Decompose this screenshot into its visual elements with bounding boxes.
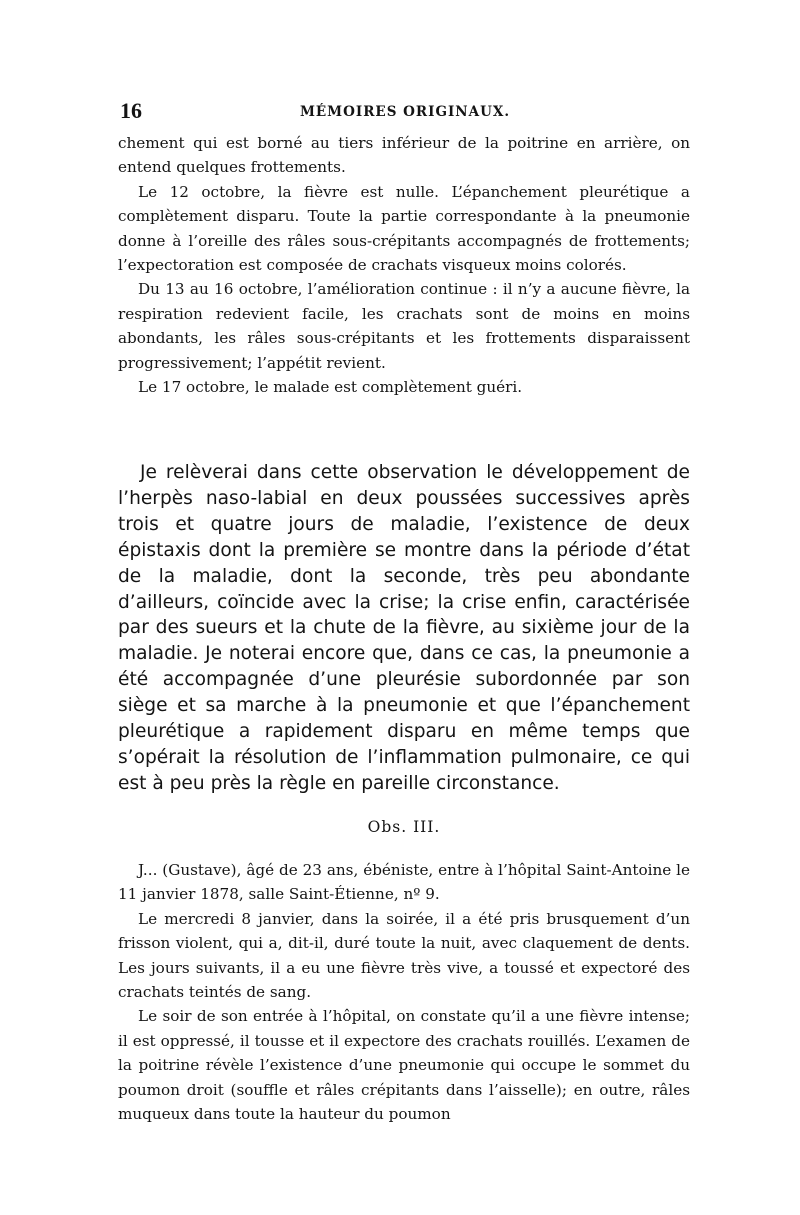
paragraph: Le mercredi 8 janvier, dans la soirée, il a été pris brusquement d’un frisson violent, qui a, dit-il, duré toute la nuit, avec claquement de dents. Les jours suivants, il a eu une fièvre très vive, a toussé et expectoré des crachats teintés de sang.	[118, 909, 690, 1002]
commentary-section	[118, 460, 690, 797]
paragraph: Le 12 octobre, la fièvre est nulle. L’épanchement pleurétique a complètement disparu. Toute la partie correspondante à la pneumonie donne à l’oreille des râles sous-crépitants accompagnés de frottements; l’expectoration est composée de crachats visqueux moins colorés.	[118, 182, 690, 275]
paragraph: J... (Gustave), âgé de 23 ans, ébéniste, entre à l’hôpital Saint-Antoine le 11 janvier 1878, salle Saint-Étienne, nº 9.	[118, 861, 690, 904]
running-head: MÉMOIRES ORIGINAUX.	[299, 104, 511, 120]
paragraph: chement qui est borné au tiers inférieur de la poitrine en arrière, on entend quelques frottements.	[118, 134, 690, 177]
commentary-paragraph: Je relèverai dans cette observation le développement de l’herpès naso-labial en deux poussées successives après trois et quatre jours de maladie, l’existence de deux épistaxis dont la première se montre dans la période d’état de la maladie, dont la seconde, très peu abondante d’ailleurs, coïncide avec la crise; la crise enfin, caractérisée par des sueurs et la chute de la fièvre, au sixième jour de la maladie. Je noterai encore que, dans ce cas, la pneumonie a été accompagnée d’une pleurésie subordonnée par son siège et sa marche à la pneumonie et que l’épanchement pleurétique a rapidement disparu en même temps que s’opérait la résolution de l’inflammation pulmonaire, ce qui est à peu près la règle en pareille circonstance.	[118, 462, 690, 794]
paragraph: Le 17 octobre, le malade est complètement guéri.	[138, 378, 523, 397]
page-number: 16	[120, 98, 142, 123]
paragraph: Du 13 au 16 octobre, l’amélioration continue : il n’y a aucune fièvre, la respiration redevient facile, les crachats sont de moins en moins abondants, les râles sous-crépitants et les frottements disparaissent progressivement; l’appétit revient.	[118, 280, 690, 372]
page-header	[120, 98, 690, 124]
observation-three	[118, 858, 690, 1126]
observation-heading: Obs. III.	[367, 818, 441, 836]
observation-continued	[118, 131, 690, 399]
paragraph: Le soir de son entrée à l’hôpital, on constate qu’il a une fièvre intense; il est oppressé, il tousse et il expectore des crachats rouillés. L’examen de la poitrine révèle l’existence d’une pneumonie qui occupe le sommet du poumon droit (souffle et râles crépitants dans l’aisselle); en outre, râles muqueux dans toute la hauteur du poumon	[118, 1007, 690, 1124]
